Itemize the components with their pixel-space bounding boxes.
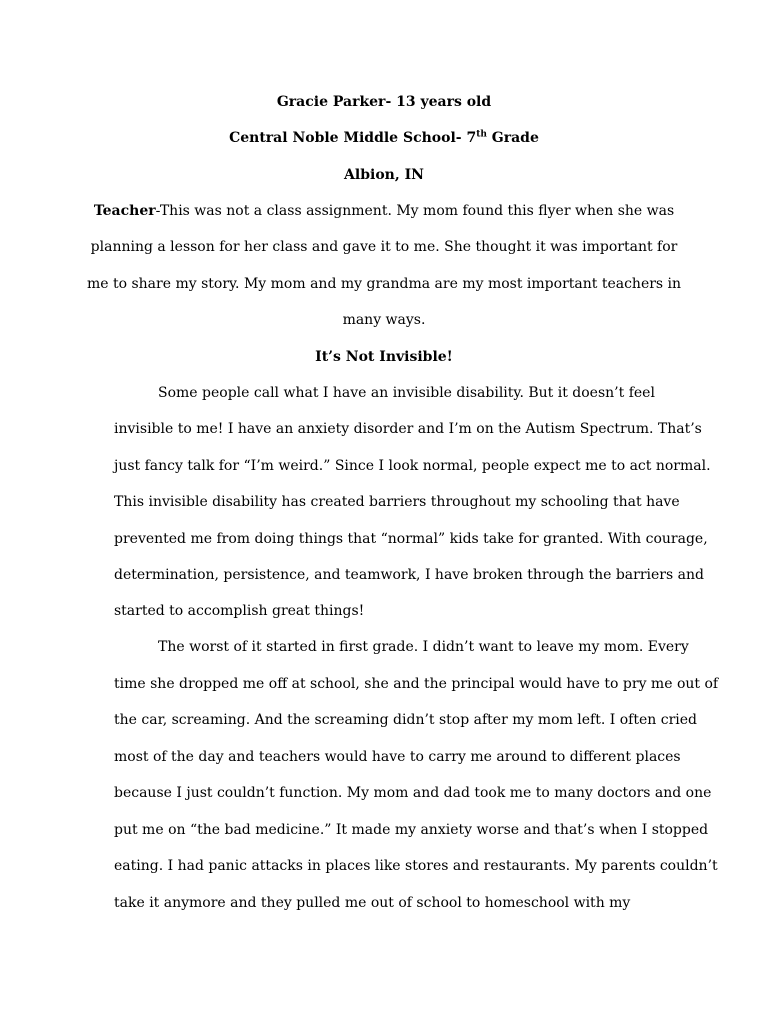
paragraph-1-line: Some people call what I have an invisible disability. But it doesn’t feel: [158, 385, 655, 401]
school-name-text: Central Noble Middle School- 7: [229, 130, 477, 146]
paragraph-2-line: because I just couldn’t function. My mom and dad took me to many doctors and one: [114, 785, 712, 801]
grade-ordinal-suffix: th: [476, 129, 487, 140]
paragraph-2-line: put me on “the bad medicine.” It made my anxiety worse and that’s when I stopped: [114, 822, 709, 838]
paragraph-2-line: The worst of it started in first grade. I didn’t want to leave my mom. Every: [158, 639, 689, 655]
paragraph-1-line: invisible to me! I have an anxiety disorder and I’m on the Autism Spectrum. That’s: [114, 421, 702, 437]
teacher-note-line-1: [0, 202, 768, 220]
teacher-note-line-3: me to share my story. My mom and my grandma are my most important teachers in: [86, 276, 682, 292]
paragraph-1-line: prevented me from doing things that “normal” kids take for granted. With courage,: [114, 531, 708, 547]
essay-title: It’s Not Invisible!: [315, 349, 453, 365]
paragraph-2-line: the car, screaming. And the screaming didn’t stop after my mom left. I often cried: [114, 712, 697, 728]
teacher-label: Teacher: [93, 203, 156, 219]
paragraph-1-line: determination, persistence, and teamwork, I have broken through the barriers and: [114, 567, 704, 583]
paragraph-1-line: This invisible disability has created barriers throughout my schooling that have: [114, 494, 680, 510]
grade-word-text: Grade: [486, 130, 539, 146]
paragraph-1-line: started to accomplish great things!: [114, 603, 365, 619]
location-line: [0, 166, 768, 184]
paragraph-2-line: eating. I had panic attacks in places like stores and restaurants. My parents couldn’t: [114, 858, 718, 874]
paragraph-2-line: take it anymore and they pulled me out of school to homeschool with my: [114, 895, 631, 911]
paragraph-2-line: most of the day and teachers would have to carry me around to different places: [114, 749, 681, 765]
teacher-note-line-4: many ways.: [342, 312, 426, 328]
teacher-note-text-1: -This was not a class assignment. My mom found this flyer when she was: [155, 203, 675, 219]
author-line: [0, 93, 768, 111]
paragraph-1-line: just fancy talk for “I’m weird.” Since I look normal, people expect me to act normal.: [114, 458, 711, 474]
location-text: Albion, IN: [344, 167, 424, 183]
school-line: [0, 129, 768, 147]
teacher-note-line-2: planning a lesson for her class and gave it to me. She thought it was important for: [90, 239, 678, 255]
author-name-text: Gracie Parker- 13 years old: [276, 94, 492, 110]
paragraph-2-line: time she dropped me off at school, she and the principal would have to pry me out of: [114, 676, 719, 692]
